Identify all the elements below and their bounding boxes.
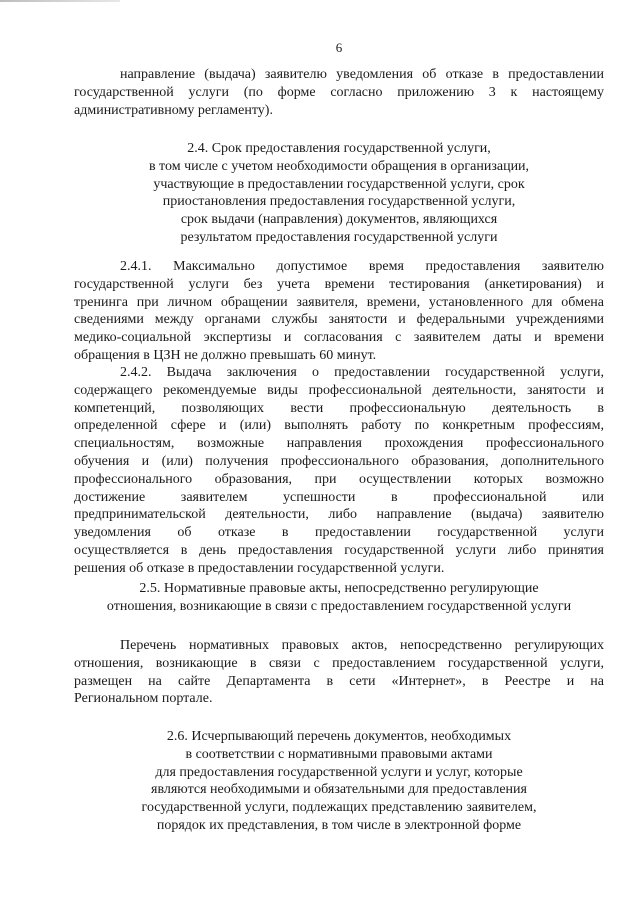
text-line: отношения, возникающие в связи с предоставлением государственной услуги, bbox=[74, 655, 604, 671]
text-line: определенной сфере и (или) выполнять работу по конкретным профессиям, bbox=[74, 418, 604, 434]
heading-line: в соответствии с нормативными правовыми актами bbox=[185, 746, 493, 762]
text-line: 2.4.1. Максимально допустимое время предоставления заявителю bbox=[120, 259, 604, 274]
heading-line: являются необходимыми и обязательными для предоставления bbox=[151, 782, 527, 798]
text-line: размещен на сайте Департамента в сети «Интернет», в Реестре и на bbox=[74, 673, 604, 689]
text-line: Региональном портале. bbox=[74, 691, 213, 707]
heading-line: срок выдачи (направления) документов, являющихся bbox=[180, 212, 498, 228]
heading-section-2-5 bbox=[74, 580, 604, 616]
text-line: направление (выдача) заявителю уведомления об отказе в предоставлении bbox=[120, 67, 604, 82]
page-number: 6 bbox=[335, 40, 343, 55]
text-line: 2.4.2. Выдача заключения о предоставлении государственной услуги, bbox=[120, 365, 604, 380]
heading-line: приостановления предоставления государственной услуги, bbox=[162, 194, 516, 210]
heading-line: в том числе с учетом необходимости обращения в организации, bbox=[148, 158, 530, 174]
heading-line: результатом предоставления государственной услуги bbox=[180, 229, 498, 245]
heading-line: отношения, возникающие в связи с предоставлением государственной услуги bbox=[106, 598, 572, 614]
heading-section-2-4 bbox=[74, 140, 604, 247]
text-line: Перечень нормативных правовых актов, непосредственно регулирующих bbox=[120, 638, 604, 653]
text-line: уведомления об отказе в предоставлении государственной услуги bbox=[74, 525, 604, 541]
text-line: административному регламенту). bbox=[74, 102, 273, 118]
paragraph-2-4-1 bbox=[74, 258, 604, 365]
heading-line: для предоставления государственной услуги и услуг, которые bbox=[155, 764, 523, 780]
paragraph-2-5 bbox=[74, 637, 604, 708]
heading-line: 2.5. Нормативные правовые акты, непосредственно регулирующие bbox=[139, 581, 539, 596]
text-line: обращения в ЦЗН не должно превышать 60 минут. bbox=[74, 347, 377, 363]
text-line: специальностям, возможные направления прохождения профессионального bbox=[74, 436, 604, 452]
heading-line: государственной услуги, подлежащих представлению заявителем, bbox=[141, 800, 537, 816]
text-line: осуществляется в день предоставления государственной услуги либо принятия bbox=[74, 542, 604, 558]
paragraph-2-4-2 bbox=[74, 364, 604, 578]
paragraph-continuation bbox=[74, 66, 604, 119]
text-line: компетенций, позволяющих вести профессиональную деятельность в bbox=[74, 400, 604, 416]
heading-line: порядок их представления, в том числе в электронной форме bbox=[156, 817, 522, 833]
heading-section-2-6 bbox=[74, 728, 604, 835]
text-line: обучения и (или) получения профессионального образования, дополнительного bbox=[74, 453, 604, 469]
heading-line: 2.6. Исчерпывающий перечень документов, необходимых bbox=[166, 729, 512, 744]
text-line: тренинга при личном обращении заявителя, времени, установленного для обмена bbox=[74, 294, 604, 310]
text-line: государственной услуги без учета времени тестирования (анкетирования) и bbox=[74, 276, 604, 292]
text-line: решения об отказе в предоставлении государственной услуги. bbox=[74, 560, 445, 576]
document-page bbox=[74, 0, 604, 905]
text-line: сведениями между органами службы занятости и федеральными учреждениями bbox=[74, 312, 604, 328]
text-line: содержащего рекомендуемые виды профессиональной деятельности, занятости и bbox=[74, 382, 604, 398]
heading-line: участвующие в предоставлении государственной услуги, срок bbox=[153, 176, 525, 192]
text-line: профессионального образования, при осуществлении которых возможно bbox=[74, 471, 604, 487]
text-line: государственной услуги (по форме согласно приложению 3 к настоящему bbox=[74, 84, 604, 100]
text-line: предпринимательской деятельности, либо направление (выдача) заявителю bbox=[74, 507, 604, 523]
text-line: медико-социальной экспертизы и согласования с заявителем даты и времени bbox=[74, 330, 604, 346]
heading-line: 2.4. Срок предоставления государственной услуги, bbox=[187, 141, 491, 156]
text-line: достижение заявителем успешности в профессиональной или bbox=[74, 489, 604, 505]
